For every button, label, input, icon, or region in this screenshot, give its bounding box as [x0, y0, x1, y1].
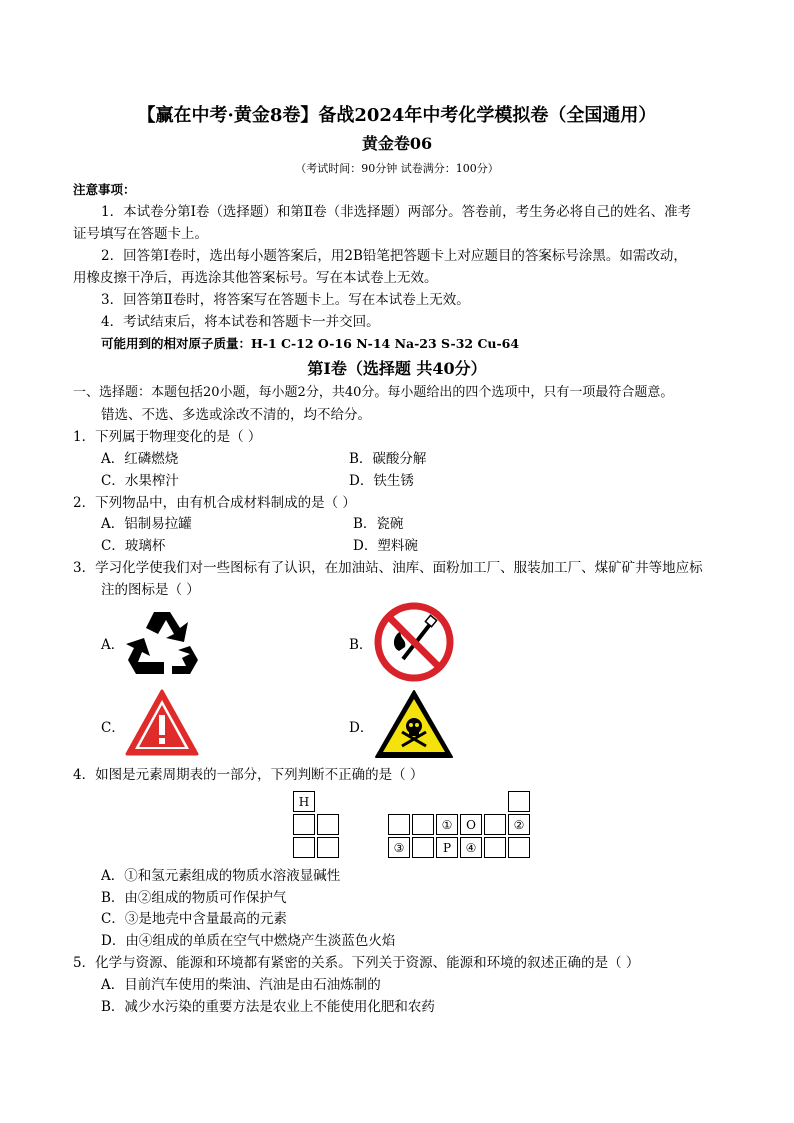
option-b: B．瓷碗: [353, 516, 404, 532]
option-c: C．③是地壳中含量最高的元素: [101, 911, 287, 927]
pt-cell: [317, 837, 339, 858]
option-c: C．水果榨汁: [101, 473, 179, 489]
section-instructions: 错选、不选、多选或涂改不清的，均不给分。: [101, 407, 371, 423]
option-a: A．铝制易拉罐: [101, 516, 192, 532]
exam-info: （考试时间：90分钟 试卷满分：100分）: [295, 162, 499, 175]
option-b: B．由②组成的物质可作保护气: [101, 890, 287, 906]
recycle-icon: [124, 606, 200, 678]
exam-subtitle: 黄金卷06: [361, 134, 433, 153]
pt-cell: [484, 837, 506, 858]
question-stem: 2．下列物品中，由有机合成材料制成的是（ ）: [73, 495, 356, 511]
warning-exclamation-icon: [124, 688, 200, 758]
pt-cell-1: ①: [436, 814, 458, 835]
option-b: B．: [349, 637, 373, 653]
pt-cell-3: ③: [388, 837, 410, 858]
question-stem: 5．化学与资源、能源和环境都有紧密的关系。下列关于资源、能源和环境的叙述正确的是（ ）: [73, 955, 640, 971]
note-item: 4．考试结束后，将本试卷和答题卡一并交回。: [101, 314, 380, 330]
section-title: 第Ⅰ卷（选择题 共40分）: [307, 359, 487, 378]
option-d: D．由④组成的单质在空气中燃烧产生淡蓝色火焰: [101, 933, 396, 949]
pt-cell-4: ④: [460, 837, 482, 858]
notes-heading: 注意事项：: [73, 182, 136, 197]
pt-cell: [293, 814, 315, 835]
pt-cell: [293, 837, 315, 858]
section-instructions: 一、选择题：本题包括20小题，每小题2分，共40分。每小题给出的四个选项中，只有一项最符合题意。: [73, 385, 674, 400]
note-item: 证号填写在答题卡上。: [73, 226, 208, 242]
toxic-skull-icon: [373, 688, 455, 760]
note-item: 2．回答第Ⅰ卷时，选出每小题答案后，用2B铅笔把答题卡上对应题目的答案标号涂黑。如需改动，: [101, 248, 687, 264]
exam-title: 【赢在中考·黄金8卷】备战2024年中考化学模拟卷（全国通用）: [137, 105, 657, 126]
periodic-table-fragment: [290, 791, 532, 859]
question-stem: 4．如图是元素周期表的一部分，下列判断不正确的是（ ）: [73, 767, 424, 783]
pt-cell: [388, 814, 410, 835]
no-fire-icon: [373, 601, 455, 683]
option-c: C．: [101, 720, 125, 736]
option-d: D．塑料碗: [353, 538, 418, 554]
option-a: A．: [101, 637, 125, 653]
question-stem: 3．学习化学使我们对一些图标有了认识，在加油站、油库、面粉加工厂、服装加工厂、煤矿矿井等地应标: [73, 560, 703, 576]
question-stem: 1．下列属于物理变化的是（ ）: [73, 429, 262, 445]
note-item: 1．本试卷分第Ⅰ卷（选择题）和第Ⅱ卷（非选择题）两部分。答卷前，考生务必将自己的姓名、准考: [101, 204, 692, 220]
atomic-masses: 可能用到的相对原子质量：H-1 C-12 O-16 N-14 Na-23 S-32 Cu-64: [101, 336, 520, 351]
pt-cell: [508, 837, 530, 858]
pt-cell-o: O: [460, 814, 482, 835]
pt-cell: [484, 814, 506, 835]
pt-cell: [412, 837, 434, 858]
option-c: C．玻璃杯: [101, 538, 166, 554]
pt-cell-2: ②: [508, 814, 530, 835]
question-stem: 注的图标是（ ）: [101, 582, 200, 598]
note-item: 3．回答第Ⅱ卷时，将答案写在答题卡上。写在本试卷上无效。: [101, 292, 470, 308]
option-a: A．目前汽车使用的柴油、汽油是由石油炼制的: [101, 977, 381, 993]
pt-cell-h: H: [293, 791, 315, 812]
note-item: 用橡皮擦干净后，再选涂其他答案标号。写在本试卷上无效。: [73, 270, 438, 286]
option-d: D．铁生锈: [349, 473, 414, 489]
option-b: B．减少水污染的重要方法是农业上不能使用化肥和农药: [101, 999, 435, 1015]
pt-cell: [412, 814, 434, 835]
pt-cell: [508, 791, 530, 812]
pt-cell: [317, 814, 339, 835]
option-a: A．红磷燃烧: [101, 451, 179, 467]
option-b: B．碳酸分解: [349, 451, 427, 467]
pt-cell-p: P: [436, 837, 458, 858]
option-d: D．: [349, 720, 374, 736]
option-a: A．①和氢元素组成的物质水溶液显碱性: [101, 868, 341, 884]
